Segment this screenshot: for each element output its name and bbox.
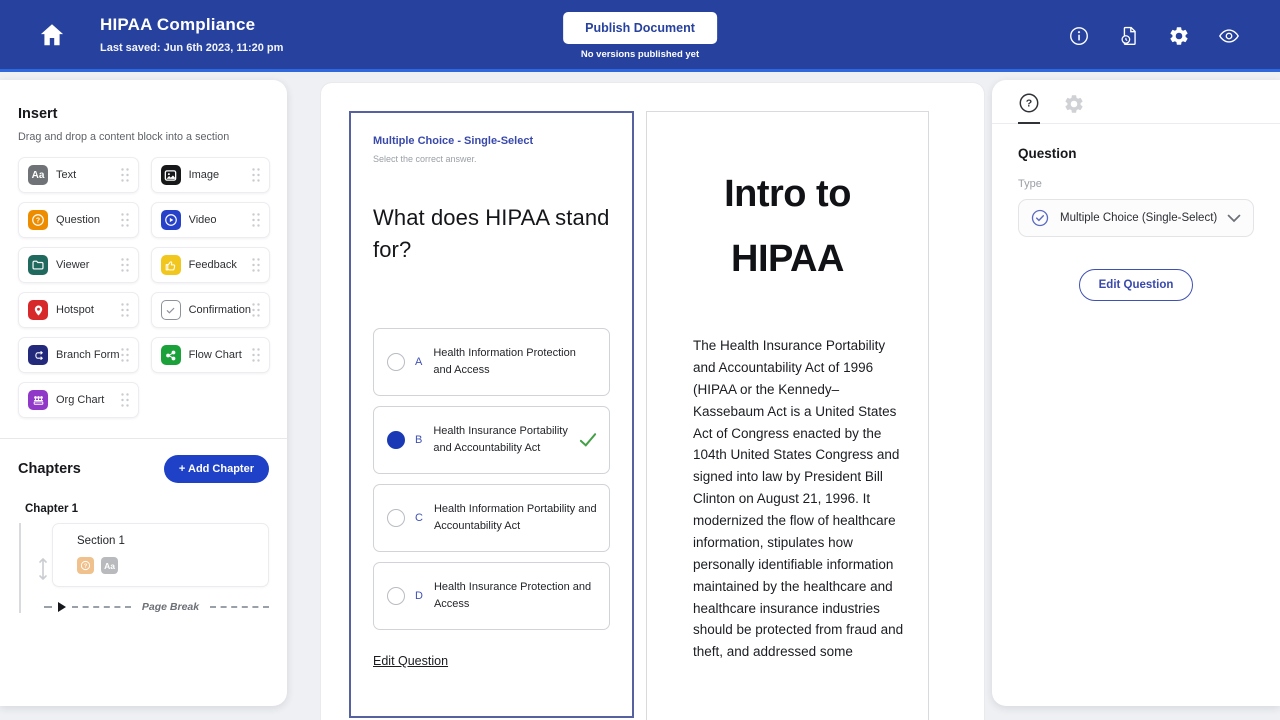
block-text[interactable]: Aa Text <box>18 157 139 193</box>
block-video[interactable]: Video <box>151 202 270 238</box>
last-saved-text: Last saved: Jun 6th 2023, 11:20 pm <box>100 42 284 54</box>
svg-text:?: ? <box>35 217 41 225</box>
question-text: What does HIPAA stand for? <box>373 205 610 262</box>
insert-panel-title: Insert <box>18 106 58 122</box>
svg-text:?: ? <box>1025 97 1033 110</box>
chapters-title: Chapters <box>18 461 81 477</box>
drag-handle-icon[interactable] <box>120 302 130 318</box>
question-icon <box>28 210 48 230</box>
drag-handle-icon[interactable] <box>251 212 261 228</box>
option-b[interactable]: B Health Insurance Portability and Accountability Act <box>373 406 610 474</box>
drag-handle-icon[interactable] <box>120 392 130 408</box>
section-label: Section 1 <box>77 535 125 547</box>
content-page-title: Intro to HIPAA <box>724 173 851 280</box>
block-org-chart[interactable]: Org Chart <box>18 382 139 418</box>
block-flow-chart[interactable]: Flow Chart <box>151 337 270 373</box>
flow-chart-icon <box>161 345 181 365</box>
info-icon[interactable] <box>1068 25 1090 47</box>
page-break[interactable] <box>44 601 269 613</box>
content-block-grid <box>18 157 269 418</box>
top-bar <box>0 0 1280 72</box>
settings-icon[interactable] <box>1168 25 1190 47</box>
section-text-icon: Aa <box>101 557 118 574</box>
radio-button[interactable] <box>387 587 405 605</box>
block-question[interactable]: ? Question <box>18 202 139 238</box>
circle-check-icon <box>1030 208 1050 228</box>
block-feedback[interactable]: Feedback <box>151 247 270 283</box>
drag-handle-icon[interactable] <box>251 347 261 363</box>
sidebar-divider <box>0 438 287 439</box>
chevron-down-icon <box>1227 214 1241 223</box>
content-page[interactable] <box>646 111 929 720</box>
insert-sidebar <box>0 80 287 706</box>
settings-tabs <box>992 80 1280 124</box>
edit-question-link[interactable]: Edit Question <box>373 653 449 668</box>
chapter-label: Chapter 1 <box>25 503 79 515</box>
drag-handle-icon[interactable] <box>120 212 130 228</box>
question-page[interactable] <box>349 111 634 718</box>
page-break-arrow-icon <box>57 602 67 612</box>
viewer-icon <box>28 255 48 275</box>
drag-handle-icon[interactable] <box>120 347 130 363</box>
svg-text:?: ? <box>83 563 88 570</box>
radio-button[interactable] <box>387 431 405 449</box>
home-icon[interactable] <box>38 21 66 49</box>
selected-question-type: Multiple Choice (Single-Select) <box>1060 212 1218 224</box>
version-history-icon[interactable] <box>1118 25 1140 47</box>
tab-question[interactable] <box>1018 92 1040 124</box>
option-c[interactable]: C Health Information Portability and Accountability Act <box>373 484 610 552</box>
block-branch-form[interactable]: Branch Form <box>18 337 139 373</box>
document-canvas <box>320 82 985 720</box>
question-tab-icon <box>1018 92 1040 114</box>
document-title: HIPAA Compliance <box>100 15 256 34</box>
add-chapter-button[interactable]: + Add Chapter <box>164 455 269 483</box>
correct-check-icon <box>579 432 597 448</box>
preview-eye-icon[interactable] <box>1218 25 1240 47</box>
text-icon: Aa <box>28 165 48 185</box>
section-item[interactable] <box>52 523 269 587</box>
video-icon <box>161 210 181 230</box>
drag-handle-icon[interactable] <box>251 167 261 183</box>
org-chart-icon <box>28 390 48 410</box>
settings-sidebar <box>992 80 1280 706</box>
drag-handle-icon[interactable] <box>251 302 261 318</box>
publish-document-button[interactable]: Publish Document <box>563 12 717 44</box>
tab-settings[interactable] <box>1063 93 1085 123</box>
radio-button[interactable] <box>387 509 405 527</box>
drag-handle-icon[interactable] <box>120 167 130 183</box>
confirmation-icon <box>161 300 181 320</box>
answer-options <box>373 328 610 630</box>
hotspot-icon <box>28 300 48 320</box>
section-question-icon <box>77 557 94 574</box>
type-label: Type <box>1018 178 1042 190</box>
block-viewer[interactable]: Viewer <box>18 247 139 283</box>
page-break-label: Page Break <box>141 601 200 613</box>
publish-status-text: No versions published yet <box>580 49 700 60</box>
block-hotspot[interactable]: Hotspot <box>18 292 139 328</box>
settings-tab-gear-icon <box>1063 93 1085 115</box>
image-icon <box>161 165 181 185</box>
insert-panel-subtitle: Drag and drop a content block into a section <box>18 131 230 143</box>
block-image[interactable]: Image <box>151 157 270 193</box>
question-instruction: Select the correct answer. <box>373 154 477 164</box>
block-confirmation[interactable]: Confirmation <box>151 292 270 328</box>
drag-handle-icon[interactable] <box>251 257 261 273</box>
question-type-label: Multiple Choice - Single-Select <box>373 135 534 147</box>
settings-section-title: Question <box>1018 146 1077 161</box>
feedback-icon <box>161 255 181 275</box>
reorder-arrow-icon[interactable] <box>37 556 49 582</box>
drag-handle-icon[interactable] <box>120 257 130 273</box>
chapter-tree <box>19 523 269 613</box>
branch-form-icon <box>28 345 48 365</box>
option-a[interactable]: A Health Information Protection and Access <box>373 328 610 396</box>
question-type-select[interactable] <box>1018 199 1254 237</box>
content-page-body: The Health Insurance Portability and Accountability Act of 1996 (HIPAA or the Kennedy–Kassebaum Act is a United States Act of Congress enacted by the 104th United States Congress and signed into law by President Bill Clinton on August 21, 1996. It modernized the flow of healthcare information, stipulates how personally identifiable information maintained by the healthcare and healthcare insurance industries should be protected from fraud and theft, and addressed some <box>693 338 904 660</box>
option-d[interactable]: D Health Insurance Protection and Access <box>373 562 610 630</box>
radio-button[interactable] <box>387 353 405 371</box>
edit-question-button[interactable]: Edit Question <box>1079 269 1194 301</box>
